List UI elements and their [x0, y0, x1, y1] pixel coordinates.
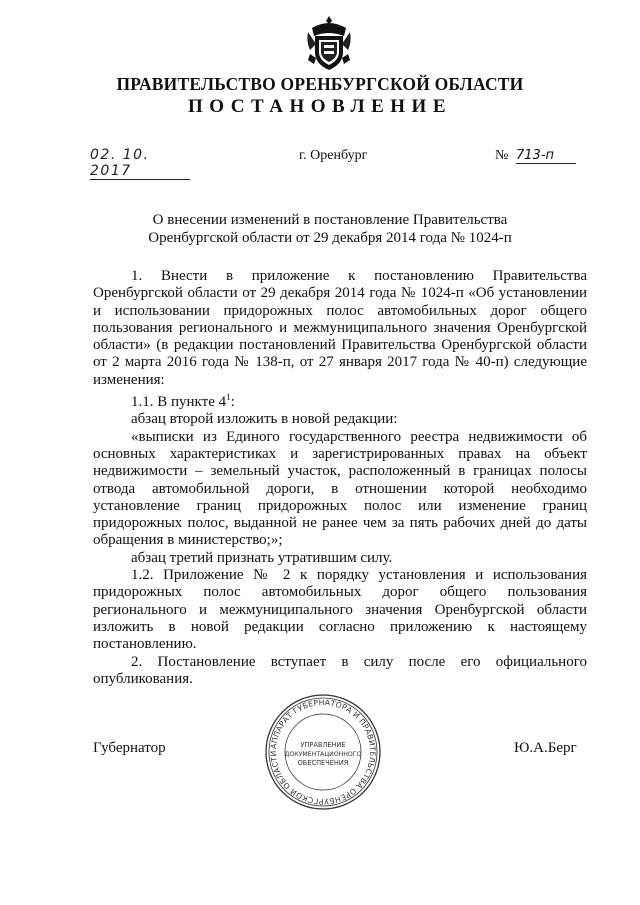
document-city: г. Оренбург — [299, 148, 368, 163]
subject-line-2: Оренбургской области от 29 декабря 2014 года № 1024-п — [148, 229, 512, 246]
paragraph-1: 1. Внести в приложение к постановлению Правительства Оренбургской области от 29 декабря 2014 года № 1024-п «Об установлении и использовании придорожных полос автомобильных дорог общего пользования регионального и межмуниципального значения Оренбургской области» (в редакции постановлений Правительства Оренбургской области от 2 марта 2016 года № 138-п, от 27 января 2017 года № 40-п) следующие изменения: — [93, 268, 587, 388]
subject-line-1: О внесении изменений в постановление Правительства — [152, 212, 508, 228]
stamp-ring-text: АППАРАТ ГУБЕРНАТОРА И ПРАВИТЕЛЬСТВА ОРЕНБУРГСКОЙ ОБЛАСТИ — [268, 697, 378, 807]
paragraph-1-2: 1.2. Приложение № 2 к порядку установления и использования придорожных полос автомобильных дорог общего пользования регионального и межмуниципального значения Оренбургской области изложить в новой редакции согласно приложению к настоящему постановлению. — [93, 567, 587, 653]
coat-of-arms-icon — [304, 14, 354, 72]
paragraph-2: 2. Постановление вступает в силу после его официального опубликования. — [93, 653, 587, 687]
paragraph-abzac-3: абзац третий признать утратившим силу. — [131, 549, 393, 566]
document-subject — [120, 212, 540, 247]
document-body — [93, 268, 587, 688]
signatory-role: Губернатор — [93, 740, 166, 756]
document-date: 02. 10. 2017 — [90, 147, 190, 180]
document-type: ПОСТАНОВЛЕНИЕ — [187, 96, 453, 117]
stamp-line-3: ОБЕСПЕЧЕНИЯ — [297, 759, 349, 767]
government-title: ПРАВИТЕЛЬСТВО ОРЕНБУРГСКОЙ ОБЛАСТИ — [116, 74, 524, 94]
signatory-name: Ю.А.Берг — [514, 740, 577, 756]
paragraph-abzac-2: абзац второй изложить в новой редакции: — [131, 411, 398, 428]
document-number: 713-п — [516, 148, 576, 164]
stamp-line-1: УПРАВЛЕНИЕ — [300, 741, 346, 749]
official-stamp — [263, 692, 383, 812]
document-number-label: № — [495, 148, 509, 163]
stamp-line-2: ДОКУМЕНТАЦИОННОГО — [284, 751, 362, 758]
paragraph-quote: «выписки из Единого государственного реестра недвижимости об основных характеристиках и зарегистрированных правах на объект недвижимости – земельный участок, расположенный в границах полосы отвода автомобильной дороги, в отношении которой необходимо установление границ придорожных полос или изменение границ придорожных полос, выданной не ранее чем за пять рабочих дней до даты обращения в министерство;»; — [93, 428, 587, 549]
paragraph-1-1 — [93, 389, 587, 411]
paragraph-1-1-colon: : — [230, 394, 235, 411]
paragraph-1-1-text: 1.1. В пункте 4 — [131, 394, 227, 411]
paragraph-1-1-superscript: 1 — [226, 392, 231, 403]
